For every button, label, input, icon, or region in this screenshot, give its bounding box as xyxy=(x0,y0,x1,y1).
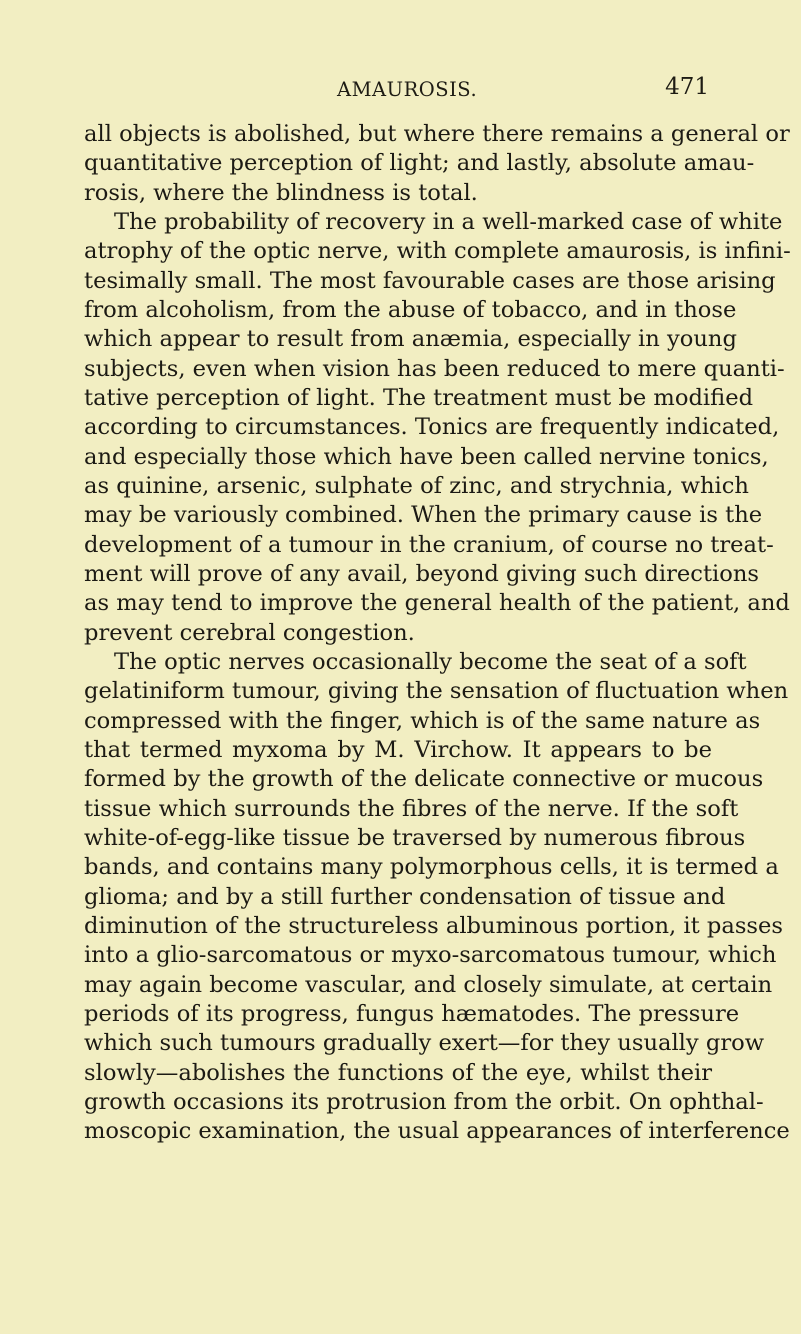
text-line: gelatiniform tumour, giving the sensation of fluctuation when xyxy=(84,678,789,705)
text-line: atrophy of the optic nerve, with complete amaurosis, is infini- xyxy=(84,238,791,265)
text-line: rosis, where the blindness is total. xyxy=(84,179,478,206)
text-line: moscopic examination, the usual appearances of interference xyxy=(84,1118,790,1145)
text-line: tative perception of light. The treatment must be modified xyxy=(84,384,754,411)
page-header xyxy=(0,76,801,106)
text-line: into a glio-sarcomatous or myxo-sarcomatous tumour, which xyxy=(84,942,777,969)
text-line: may again become vascular, and closely simulate, at certain xyxy=(84,971,773,998)
text-line: growth occasions its protrusion from the orbit. On ophthal- xyxy=(84,1088,764,1115)
page-number: 471 xyxy=(665,74,709,100)
text-line: diminution of the structureless albuminous portion, it passes xyxy=(84,912,783,939)
text-line: tesimally small. The most favourable cases are those arising xyxy=(84,267,776,294)
text-line: periods of its progress, fungus hæmatodes. The pressure xyxy=(84,1000,740,1027)
text-line: development of a tumour in the cranium, of course no treat- xyxy=(84,531,774,558)
text-line: tissue which surrounds the fibres of the nerve. If the soft xyxy=(84,795,739,822)
text-line: as may tend to improve the general health of the patient, and xyxy=(84,590,790,617)
text-line: as quinine, arsenic, sulphate of zinc, and strychnia, which xyxy=(84,472,749,499)
paragraph-start-line: The probability of recovery in a well-marked case of white xyxy=(114,208,783,235)
text-line: from alcoholism, from the abuse of tobacco, and in those xyxy=(84,296,737,323)
text-line: quantitative perception of light; and lastly, absolute amau- xyxy=(84,150,755,177)
text-line: bands, and contains many polymorphous cells, it is termed a xyxy=(84,854,779,881)
text-line: slowly—abolishes the functions of the eye, whilst their xyxy=(84,1059,712,1086)
text-line: and especially those which have been called nervine tonics, xyxy=(84,443,769,470)
text-line: formed by the growth of the delicate connective or mucous xyxy=(84,766,764,793)
text-line: which appear to result from anæmia, especially in young xyxy=(84,326,737,353)
text-line: subjects, even when vision has been reduced to mere quanti- xyxy=(84,355,785,382)
text-line: ment will prove of any avail, beyond giving such directions xyxy=(84,560,759,587)
text-line: may be variously combined. When the primary cause is the xyxy=(84,502,763,529)
text-line: all objects is abolished, but where there remains a general or xyxy=(84,121,790,147)
text-line: that termed myxoma by M. Virchow. It appears to be xyxy=(84,736,712,763)
body-text xyxy=(84,120,791,1146)
running-title: AMAUROSIS. xyxy=(337,78,478,101)
paragraph-start-line: The optic nerves occasionally become the seat of a soft xyxy=(114,648,747,675)
text-line: glioma; and by a still further condensation of tissue and xyxy=(84,883,726,910)
text-line: according to circumstances. Tonics are frequently indicated, xyxy=(84,414,780,441)
text-line: white-of-egg-like tissue be traversed by numerous fibrous xyxy=(84,824,746,851)
text-line: compressed with the finger, which is of the same nature as xyxy=(84,707,761,734)
text-line: which such tumours gradually exert—for they usually grow xyxy=(84,1030,765,1057)
text-line: prevent cerebral congestion. xyxy=(84,619,415,646)
